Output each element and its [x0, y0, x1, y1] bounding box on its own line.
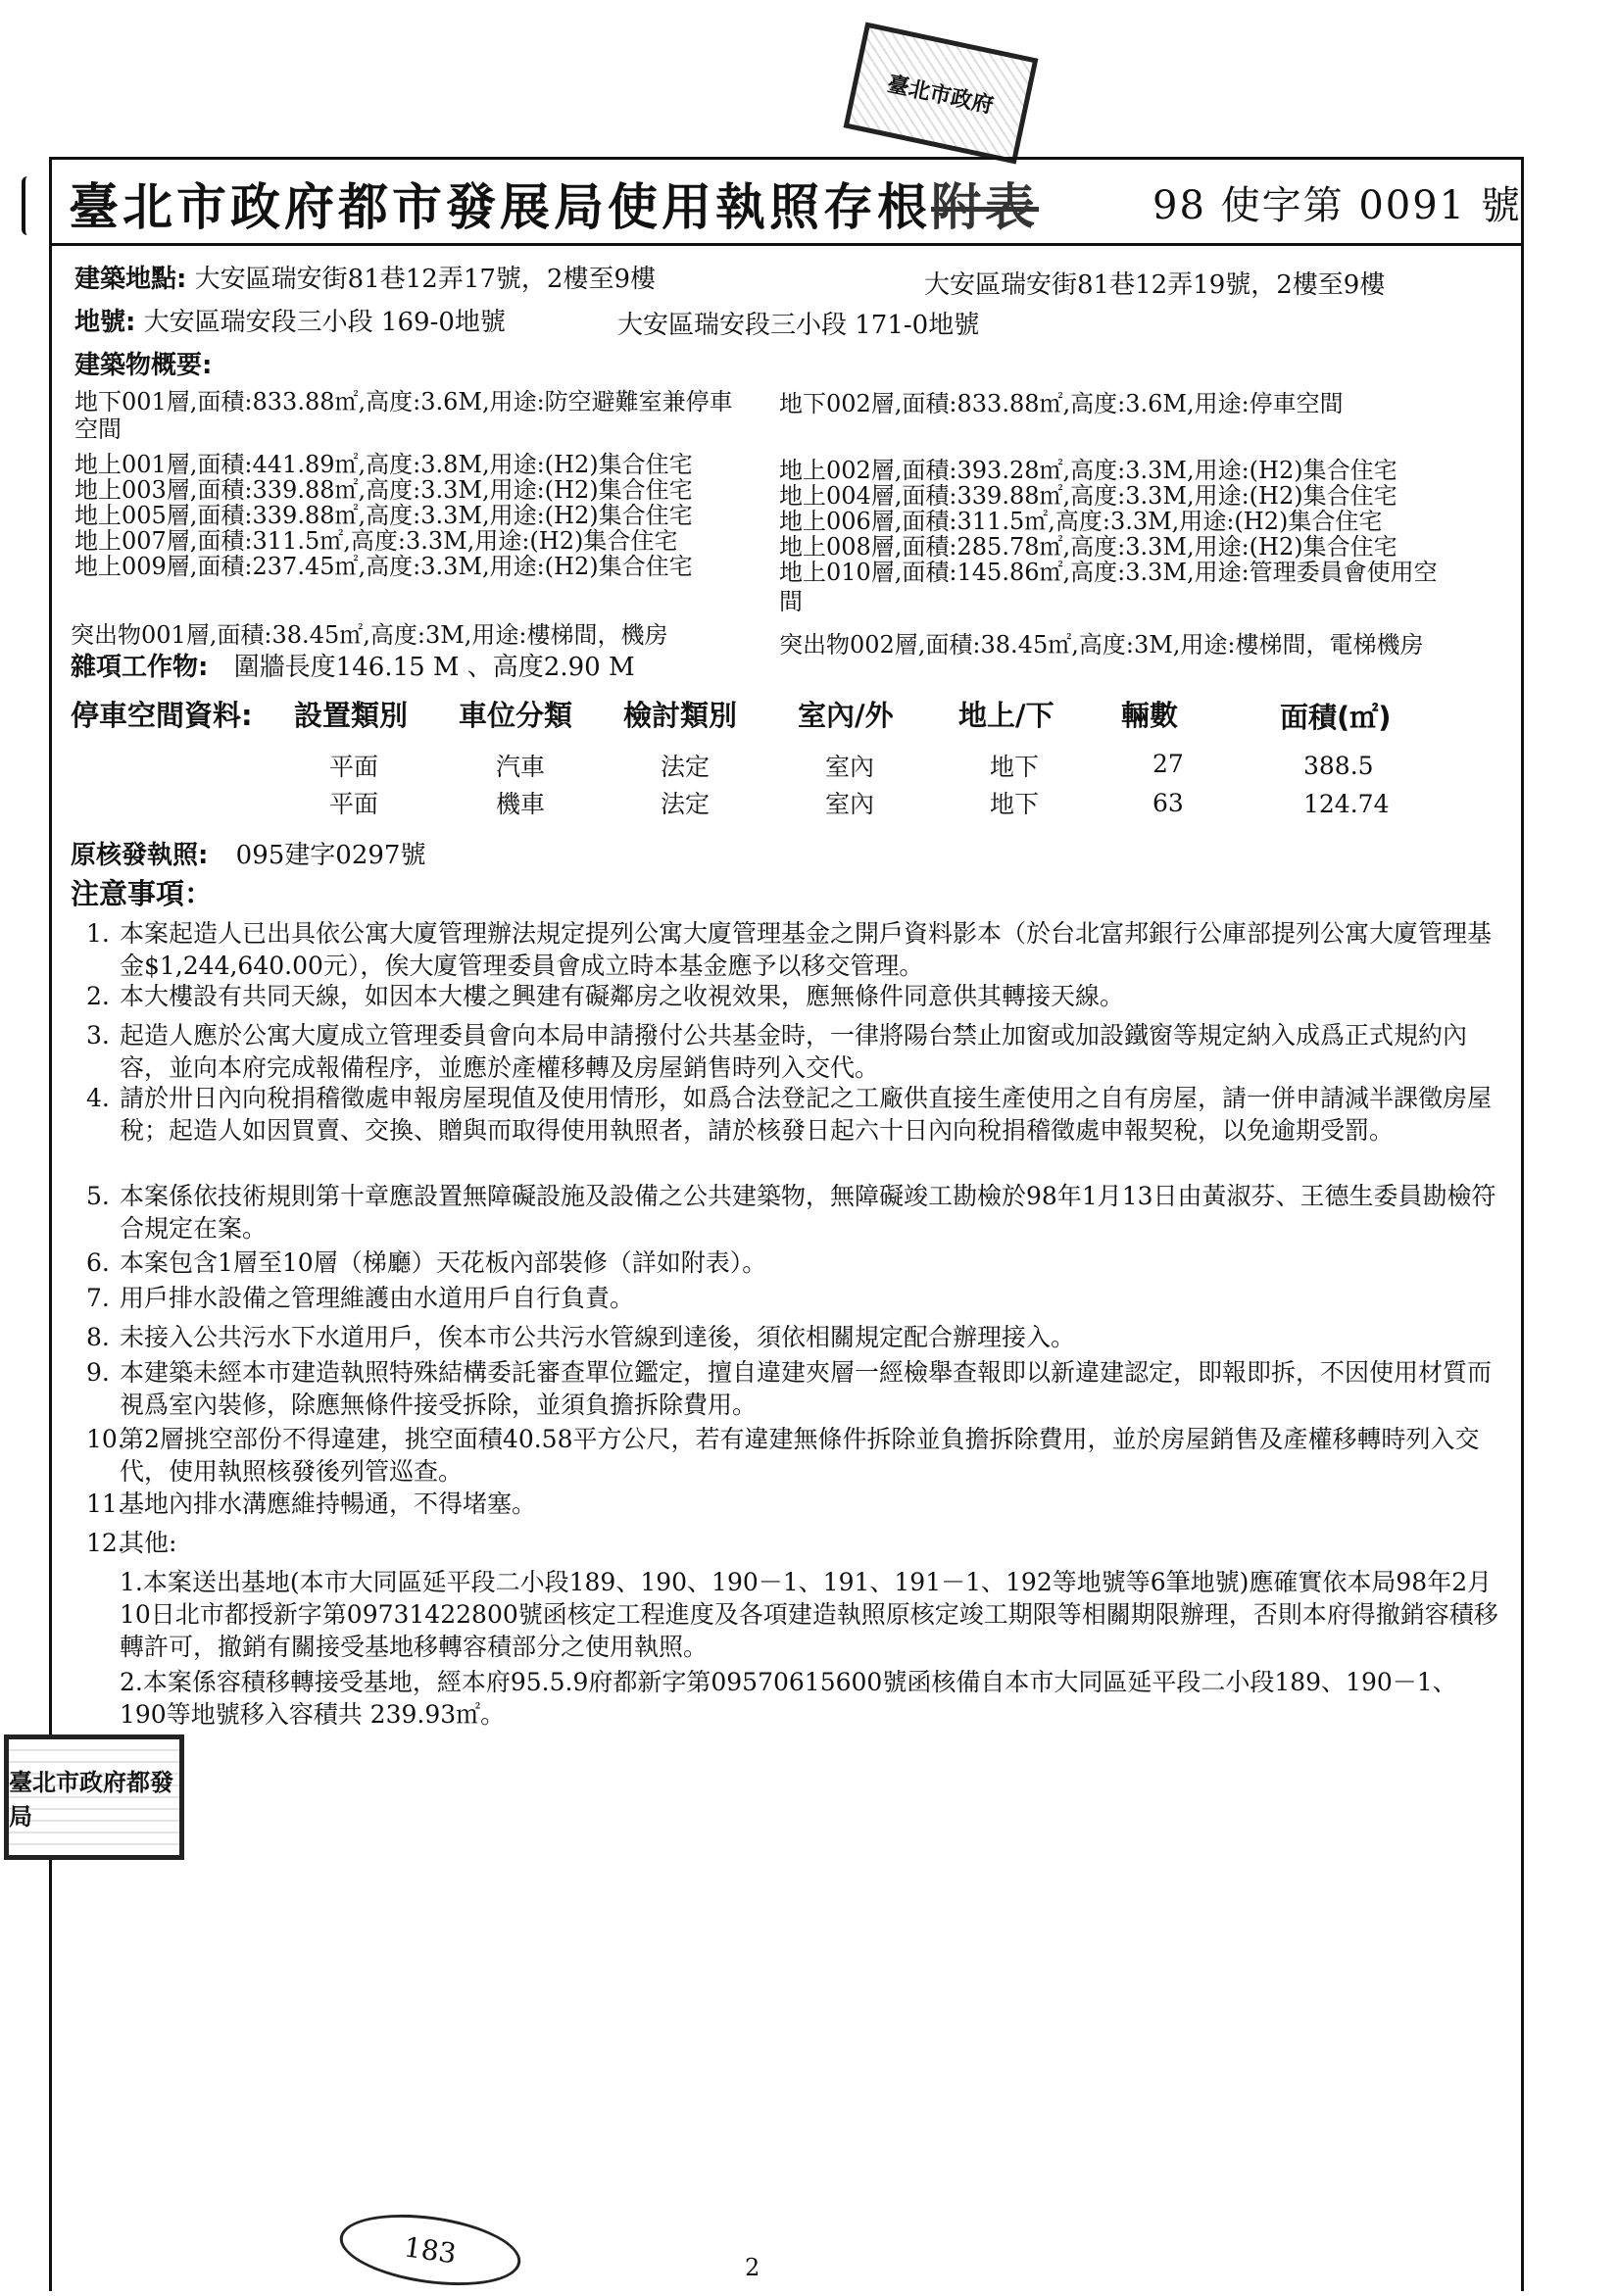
roof-structure-1: 突出物001層,面積:38.45㎡,高度:3M,用途:樓梯間，機房	[71, 621, 668, 649]
parking-header-area: 面積(㎡)	[1280, 701, 1392, 734]
basement-1-cont: 空間	[74, 415, 122, 443]
table-cell: 平面	[329, 790, 379, 818]
page-number: 2	[745, 2254, 760, 2281]
table-cell: 平面	[329, 753, 379, 781]
floor-right-5: 地上010層,面積:145.86㎡,高度:3.3M,用途:管理委員會使用空	[779, 559, 1438, 586]
table-cell: 法定	[661, 753, 711, 781]
floor-right-1: 地上002層,面積:393.28㎡,高度:3.3M,用途:(H2)集合住宅	[779, 457, 1397, 484]
binding-mark	[22, 176, 39, 235]
note-item: 11. 基地內排水溝應維持暢通，不得堵塞。	[86, 1490, 537, 1518]
table-cell: 63	[1152, 789, 1184, 817]
floor-left-2: 地上003層,面積:339.88㎡,高度:3.3M,用途:(H2)集合住宅	[74, 476, 693, 504]
note-item: 8. 未接入公共污水下水道用戶，俟本市公共污水管線到達後，須依相關規定配合辦理接入。	[86, 1323, 1076, 1351]
misc-works-row: 雜項工作物: 圍牆長度146.15 M 、高度2.90 M	[71, 653, 635, 682]
site-address-2: 大安區瑞安街81巷12弄19號，2樓至9樓	[924, 270, 1386, 300]
floor-right-2: 地上004層,面積:339.88㎡,高度:3.3M,用途:(H2)集合住宅	[779, 482, 1397, 510]
parking-header-count: 輛數	[1121, 699, 1179, 732]
basement-2: 地下002層,面積:833.88㎡,高度:3.6M,用途:停車空間	[779, 390, 1344, 417]
floor-right-5-cont: 間	[779, 588, 803, 615]
roof-structure-2: 突出物002層,面積:38.45㎡,高度:3M,用途:樓梯間，電梯機房	[779, 631, 1424, 659]
original-permit-row: 原核發執照: 095建字0297號	[71, 841, 426, 870]
lot-number-2: 大安區瑞安段三小段 171-0地號	[617, 311, 980, 340]
table-cell: 388.5	[1303, 752, 1374, 780]
note-item: 6. 本案包含1層至10層（梯廳）天花板內部裝修（詳如附表）。	[86, 1248, 767, 1277]
title-divider	[49, 243, 1524, 246]
note-item: 12. 其他:	[86, 1529, 177, 1557]
floor-right-3: 地上006層,面積:311.5㎡,高度:3.3M,用途:(H2)集合住宅	[779, 508, 1383, 535]
parking-header-level: 地上/下	[958, 699, 1054, 732]
table-cell: 地下	[990, 753, 1040, 781]
floor-left-3: 地上005層,面積:339.88㎡,高度:3.3M,用途:(H2)集合住宅	[74, 502, 693, 529]
floor-left-1: 地上001層,面積:441.89㎡,高度:3.8M,用途:(H2)集合住宅	[74, 451, 693, 478]
side-official-seal: 臺北市政府都發局	[4, 1734, 184, 1860]
parking-header-review: 檢討類別	[623, 699, 738, 732]
parking-header-type: 設置類別	[294, 699, 409, 732]
note-item: 3. 起造人應於公寓大廈成立管理委員會向本局申請撥付公共基金時，一律將陽台禁止加窗或加設鐵窗等規定納入成爲正式規約內容，並向本府完成報備程序，並應於產權移轉及房屋銷售時列入交代。	[86, 1021, 1468, 1082]
parking-label: 停車空間資料:	[71, 699, 253, 732]
note-item: 7. 用戶排水設備之管理維護由水道用戶自行負責。	[86, 1284, 635, 1312]
top-official-seal: 臺北市政府	[844, 22, 1039, 164]
site-address-row: 建築地點: 大安區瑞安街81巷12弄17號，2樓至9樓	[74, 265, 657, 294]
parking-header-indoor: 室內/外	[798, 699, 894, 732]
permit-number: 98 使字第 0091 號	[1152, 183, 1522, 228]
note-item: 1. 本案起造人已出具依公寓大廈管理辦法規定提列公寓大廈管理基金之開戶資料影本（於台北富邦銀行公庫部提列公寓大廈管理基金$1,244,640.00元），俟大廈管理委員會成立時本基金應予以移交管理。	[86, 919, 1493, 980]
table-cell: 124.74	[1303, 790, 1390, 818]
basement-1: 地下001層,面積:833.88㎡,高度:3.6M,用途:防空避難室兼停車	[74, 388, 733, 415]
note-item: 9. 本建築未經本市建造執照特殊結構委託審查單位鑑定，擅自違建夾層一經檢舉查報即以新違建認定，即報即拆，不因使用材質而視爲室內裝修，除應無條件接受拆除，並須負擔拆除費用。	[86, 1358, 1493, 1419]
floor-right-4: 地上008層,面積:285.78㎡,高度:3.3M,用途:(H2)集合住宅	[779, 533, 1397, 561]
note-item: 5. 本案係依技術規則第十章應設置無障礙設施及設備之公共建築物，無障礙竣工勘檢於98年1月13日由黃淑芬、王德生委員勘檢符合規定在案。	[86, 1182, 1496, 1243]
lot-number-row: 地號: 大安區瑞安段三小段 169-0地號	[74, 308, 506, 337]
table-cell: 27	[1152, 750, 1184, 778]
table-cell: 機車	[496, 790, 546, 818]
note-item: 4. 請於卅日內向稅捐稽徵處申報房屋現值及使用情形，如爲合法登記之工廠供直接生產使用之自有房屋，請一併申請減半課徵房屋稅；起造人如因買賣、交換、贈與而取得使用執照者，請於核發日起六十日內向稅捐稽徵處申報契稅，以免逾期受罰。	[86, 1084, 1493, 1145]
parking-header-vehicle: 車位分類	[459, 699, 573, 732]
other-note-2: 2.本案係容積移轉接受基地，經本府95.5.9府都新字第09570615600號函核備自本市大同區延平段二小段189、190－1、190等地號移入容積共 239.93㎡。	[120, 1668, 1457, 1729]
bottom-seal: 183	[335, 2204, 525, 2295]
table-cell: 汽車	[496, 753, 546, 781]
table-cell: 地下	[990, 790, 1040, 818]
table-cell: 室內	[825, 790, 875, 818]
page-title: 臺北市政府都市發展局使用執照存根附表	[69, 178, 1040, 237]
note-item: 10. 第2層挑空部份不得違建，挑空面積40.58平方公尺，若有違建無條件拆除並負擔拆除費用，並於房屋銷售及產權移轉時列入交代，使用執照核發後列管巡查。	[86, 1425, 1480, 1486]
overview-label: 建築物概要:	[74, 351, 213, 380]
floor-left-5: 地上009層,面積:237.45㎡,高度:3.3M,用途:(H2)集合住宅	[74, 553, 693, 580]
notes-label: 注意事項：	[71, 877, 214, 910]
table-cell: 室內	[825, 753, 875, 781]
note-item: 2. 本大樓設有共同天線，如因本大樓之興建有礙鄰房之收視效果，應無條件同意供其轉接天線。	[86, 982, 1125, 1010]
other-note-1: 1.本案送出基地(本市大同區延平段二小段189、190、190－1、191、191－1、192等地號等6筆地號)應確實依本局98年2月10日北市都授新字第09731422800號函核定工程進度及各項建造執照原核定竣工期限等相關期限辦理，否則本府得撤銷容積移轉許可，撤銷有關接受基地移轉容積部分之使用執照。	[120, 1568, 1498, 1661]
floor-left-4: 地上007層,面積:311.5㎡,高度:3.3M,用途:(H2)集合住宅	[74, 527, 678, 555]
table-cell: 法定	[661, 790, 711, 818]
